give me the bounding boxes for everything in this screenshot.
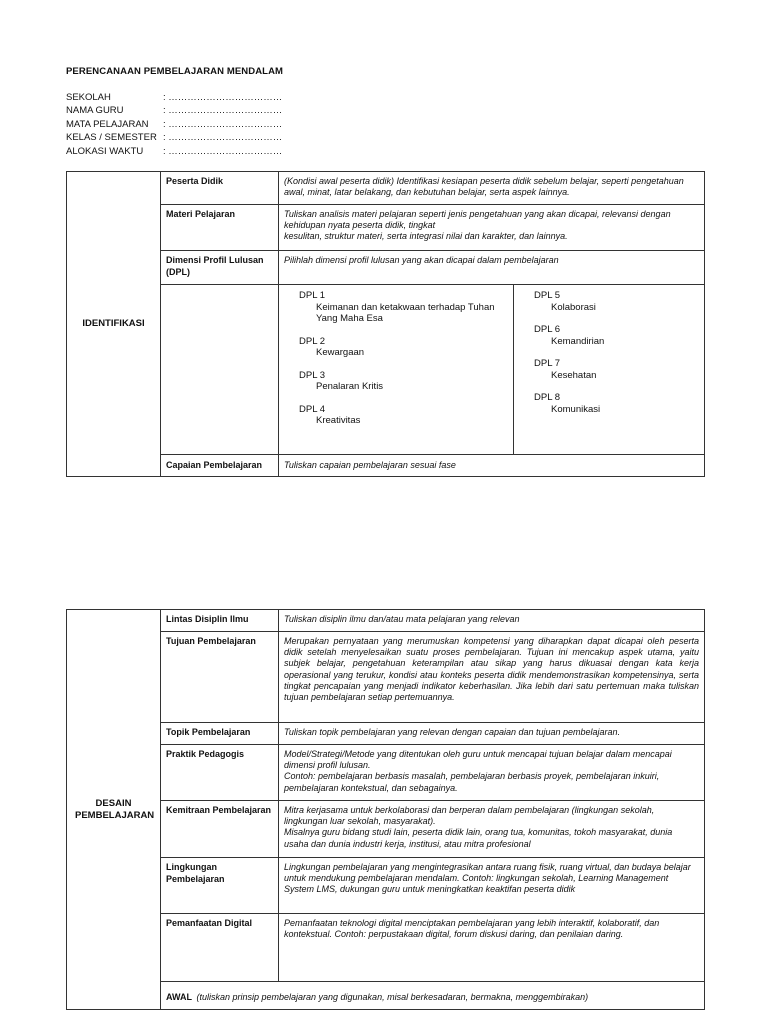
dpl-name: Kewargaan (316, 347, 365, 358)
dpl-code: DPL 1 (299, 290, 326, 301)
label-lingkungan: Lingkungan Pembelajaran (161, 858, 279, 914)
row-praktik (67, 745, 705, 801)
dpl-options-label-cell (161, 285, 279, 455)
meta-label: SEKOLAH (66, 92, 111, 103)
label-dpl: Dimensi Profil Lulusan (DPL) (161, 251, 279, 285)
dpl-item (299, 290, 501, 325)
dpl-item (534, 290, 704, 313)
label-praktik: Praktik Pedagogis (161, 745, 279, 801)
desc-awal: (tuliskan prinsip pembelajaran yang digunakan, misal berkesadaran, bermakna, menggembirakan) (196, 992, 589, 1002)
meta-row-kelas-semester (66, 131, 282, 144)
dpl-name: Kolaborasi (551, 301, 596, 313)
meta-label: MATA PELAJARAN (66, 118, 149, 130)
header-info (66, 91, 282, 158)
dpl-code: DPL 7 (534, 358, 561, 369)
meta-value: : ……………………………… (163, 132, 283, 144)
desc-materi-line1: Tuliskan analisis materi pelajaran seperti jenis pengetahuan yang akan dicapai, relevansi dengan kehidupan nyata peserta didik, tingkat (284, 209, 671, 231)
dpl-item (299, 370, 501, 393)
label-lintas-disiplin: Lintas Disiplin Ilmu (161, 610, 279, 632)
dpl-name: Kesehatan (551, 369, 597, 381)
dpl-left-list (279, 285, 513, 427)
label-awal: AWAL (166, 992, 192, 1002)
dpl-item (534, 392, 704, 415)
row-dpl (67, 251, 705, 285)
desc-praktik (279, 745, 705, 801)
meta-row-mata-pelajaran (66, 118, 282, 131)
label-materi-pelajaran: Materi Pelajaran (161, 205, 279, 251)
desc-peserta-didik: (Kondisi awal peserta didik) Identifikasi kesiapan peserta didik sebelum belajar, seperti pengetahuan awal, minat, latar belakang, dan kebutuhan belajar, serta aspek lainnya. (279, 172, 705, 205)
meta-row-nama-guru (66, 104, 282, 117)
row-tujuan (67, 632, 705, 723)
dpl-code: DPL 4 (299, 403, 326, 415)
meta-row-alokasi-waktu (66, 145, 282, 158)
desc-materi-line2: kesulitan, struktur materi, serta integrasi nilai dan karakter, dan lainnya. (284, 231, 568, 242)
dpl-name: Keimanan dan ketakwaan terhadap Tuhan Yang Maha Esa (316, 301, 495, 324)
dpl-name: Komunikasi (551, 403, 601, 415)
dpl-name: Kemandirian (551, 335, 605, 347)
row-digital (67, 914, 705, 982)
desc-kemitraan-line1: Mitra kerjasama untuk berkolaborasi dan berperan dalam pembelajaran (lingkungan sekolah, lingkungan luar sekolah, masyarakat). (284, 805, 655, 827)
desc-digital: Pemanfaatan teknologi digital menciptakan pembelajaran yang lebih interaktif, kolaboratif, dan kontekstual. Contoh: perpustakaan digital, forum diskusi daring, dan penilaian daring. (279, 914, 705, 982)
label-kemitraan: Kemitraan Pembelajaran (161, 801, 279, 858)
dpl-right-list (514, 285, 704, 415)
meta-value: : ……………………………… (163, 145, 283, 157)
row-peserta-didik (67, 172, 705, 205)
awal-cell (161, 982, 705, 1010)
desc-dpl: Pilihlah dimensi profil lulusan yang akan dicapai dalam pembelajaran (279, 251, 705, 285)
dpl-code: DPL 8 (534, 392, 561, 403)
desc-praktik-line2: Contoh: pembelajaran berbasis masalah, pembelajaran berbasis proyek, pembelajaran inkuiri, pembelajaran kontekstual, dan sebagainya. (284, 771, 660, 793)
desc-lintas-disiplin: Tuliskan disiplin ilmu dan/atau mata pelajaran yang relevan (279, 610, 705, 632)
desain-table (66, 609, 705, 1010)
desc-topik: Tuliskan topik pembelajaran yang relevan dengan capaian dan tujuan pembelajaran. (279, 723, 705, 745)
row-topik (67, 723, 705, 745)
dpl-item (534, 358, 704, 381)
identifikasi-table (66, 171, 705, 477)
dpl-code: DPL 6 (534, 324, 561, 335)
dpl-left-column (279, 285, 514, 455)
meta-value: : ……………………………… (163, 118, 283, 130)
dpl-right-column (514, 285, 705, 455)
row-dpl-options (67, 285, 705, 455)
row-materi (67, 205, 705, 251)
row-lintas (67, 610, 705, 632)
meta-label: ALOKASI WAKTU (66, 145, 144, 157)
row-awal (67, 982, 705, 1010)
meta-row-sekolah (66, 91, 282, 104)
label-topik: Topik Pembelajaran (161, 723, 279, 745)
desc-capaian: Tuliskan capaian pembelajaran sesuai fase (279, 455, 705, 477)
section-identifikasi: IDENTIFIKASI (67, 172, 161, 477)
desc-kemitraan-line2: Misalnya guru bidang studi lain, peserta didik lain, orang tua, komunitas, tokoh masyarakat, dunia usaha dan dunia industri kerja, institusi, atau mitra profesional (284, 827, 673, 849)
desc-tujuan: Merupakan pernyataan yang merumuskan kompetensi yang diharapkan dapat dicapai oleh peserta didik setelah menyelesaikan suatu proses pembelajaran. Tujuan ini mencakup aspek utama, yaitu subjek belajar, pengetahuan keterampilan atau sikap yang harus dikuasai dengan kata kerja operasional yang terukur, kondisi atau konteks peserta didik mendemonstrasikan kompetensinya, serta tingkat pencapaian yang menjadi indikator keberhasilan. Jika lebih dari satu pertemuan maka tuliskan tujuan pembelajaran setiap pertemuannya. (279, 632, 705, 723)
dpl-code: DPL 5 (534, 290, 561, 301)
dpl-code: DPL 2 (299, 335, 326, 347)
desc-praktik-line1: Model/Strategi/Metode yang ditentukan oleh guru untuk mencapai tujuan belajar dalam mencapai dimensi profil lulusan. (284, 749, 672, 771)
dpl-name: Kreativitas (316, 415, 361, 426)
desc-materi-pelajaran (279, 205, 705, 251)
dpl-name: Penalaran Kritis (316, 381, 384, 392)
meta-label: NAMA GURU (66, 105, 124, 117)
label-digital: Pemanfaatan Digital (161, 914, 279, 982)
label-peserta-didik: Peserta Didik (161, 172, 279, 205)
label-tujuan: Tujuan Pembelajaran (161, 632, 279, 723)
dpl-code: DPL 3 (299, 369, 326, 381)
meta-value: : ……………………………… (163, 92, 283, 103)
meta-label: KELAS / SEMESTER (66, 132, 157, 144)
label-capaian: Capaian Pembelajaran (161, 455, 279, 477)
row-capaian (67, 455, 705, 477)
dpl-item (299, 336, 501, 359)
desc-kemitraan (279, 801, 705, 858)
meta-value: : ……………………………… (163, 105, 283, 117)
desc-lingkungan: Lingkungan pembelajaran yang mengintegrasikan antara ruang fisik, ruang virtual, dan budaya belajar untuk mendukung pembelajaran mendalam. Contoh: lingkungan sekolah, Learning Management System LMS, dukungan guru untuk meningkatkan keaktifan peserta didik (279, 858, 705, 914)
row-lingkungan (67, 858, 705, 914)
dpl-item (534, 324, 704, 347)
row-kemitraan (67, 801, 705, 858)
section-desain-pembelajaran: DESAIN PEMBELAJARAN (67, 610, 161, 1010)
document-title: PERENCANAAN PEMBELAJARAN MENDALAM (66, 66, 284, 77)
dpl-item (299, 404, 501, 427)
